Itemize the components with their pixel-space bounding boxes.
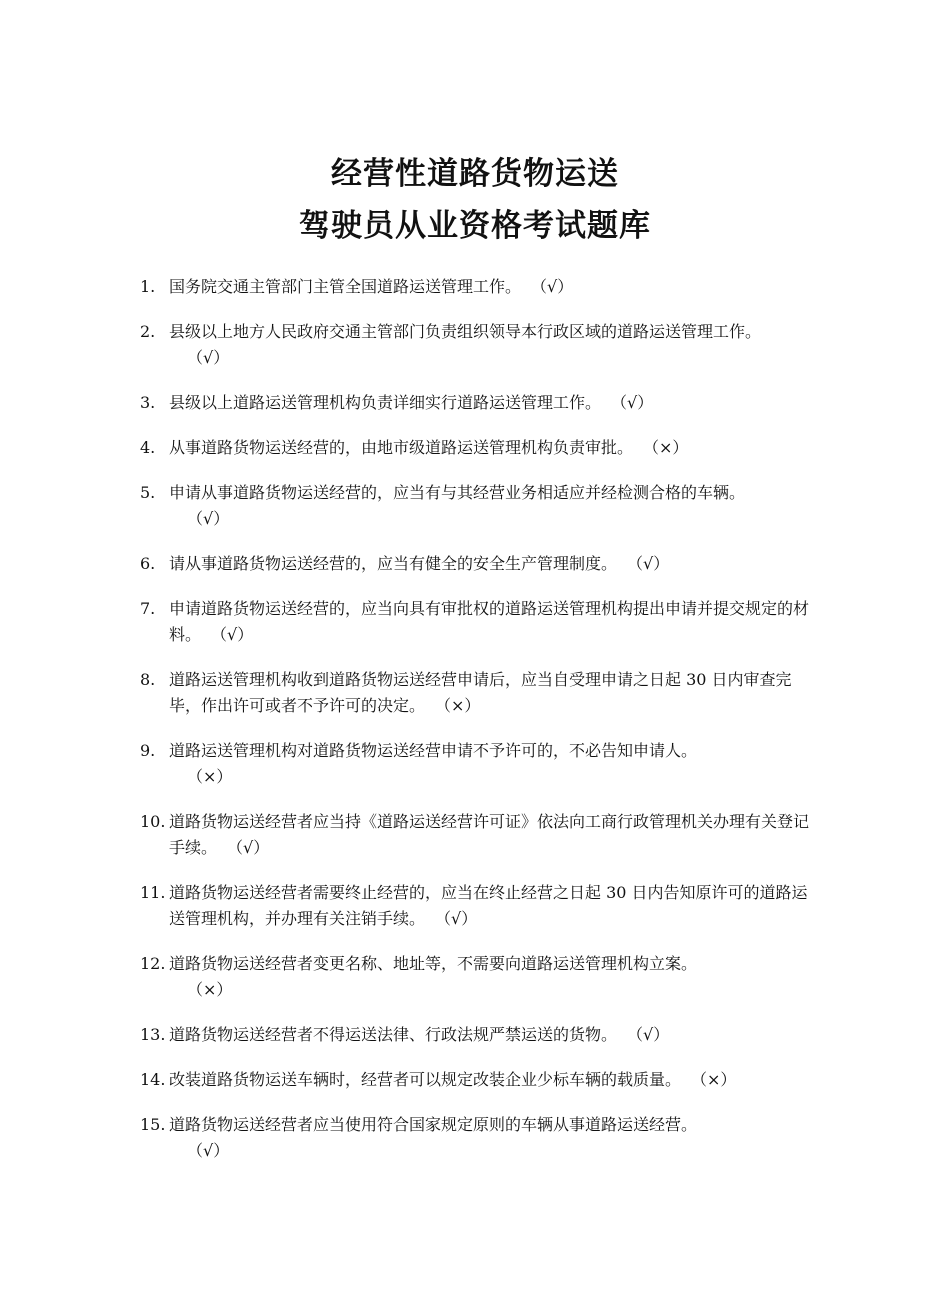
question-answer: （×） [187, 980, 233, 999]
question-item [140, 390, 820, 416]
question-item [140, 1022, 820, 1048]
question-answer: （√） [635, 1025, 670, 1044]
question-number: 3. [140, 393, 156, 412]
title-block [0, 148, 950, 252]
question-number: 12. [140, 954, 166, 973]
question-item [140, 596, 820, 648]
question-body [169, 319, 820, 371]
question-number: 15. [140, 1115, 166, 1134]
question-list [140, 274, 820, 1183]
question-answer: （√） [187, 509, 230, 528]
question-answer: （×） [699, 1070, 737, 1089]
question-text: 申请从事道路货物运送经营的，应当有与其经营业务相适应并经检测合格的车辆。 [169, 483, 746, 502]
question-text: 从事道路货物运送经营的，由地市级道路运送管理机构负责审批。 [169, 438, 634, 457]
question-body [169, 274, 820, 300]
question-item [140, 1067, 820, 1093]
question-answer: （√） [539, 277, 574, 296]
question-body [169, 480, 820, 532]
question-body [169, 809, 820, 861]
question-body [169, 1022, 820, 1048]
question-text: 县级以上地方人民政府交通主管部门负责组织领导本行政区域的道路运送管理工作。 [169, 322, 762, 341]
question-body [169, 390, 820, 416]
question-answer: （√） [187, 348, 230, 367]
question-answer: （√） [635, 554, 670, 573]
question-number: 6. [140, 554, 156, 573]
question-body [169, 738, 820, 790]
question-text: 道路货物运送经营者需要终止经营的，应当在终止经营之日起 30 日内告知原许可的道路运送管理机构，并办理有关注销手续。 [169, 883, 808, 928]
question-text: 道路货物运送经营者变更名称、地址等，不需要向道路运送管理机构立案。 [169, 954, 698, 973]
question-number: 14. [140, 1070, 166, 1089]
question-item [140, 319, 820, 371]
question-body [169, 435, 820, 461]
question-text: 道路运送管理机构对道路货物运送经营申请不予许可的，不必告知申请人。 [169, 741, 698, 760]
question-body [169, 667, 820, 719]
question-answer: （×） [187, 767, 233, 786]
question-body [169, 951, 820, 1003]
question-number: 4. [140, 438, 156, 457]
question-number: 1. [140, 277, 156, 296]
question-item [140, 274, 820, 300]
question-text: 国务院交通主管部门主管全国道路运送管理工作。 [169, 277, 522, 296]
question-answer: （×） [443, 696, 481, 715]
question-answer: （√） [619, 393, 654, 412]
question-answer: （√） [187, 1141, 230, 1160]
question-number: 7. [140, 599, 156, 618]
question-text: 道路运送管理机构收到道路货物运送经营申请后，应当自受理申请之日起 30 日内审查完毕，作出许可或者不予许可的决定。 [169, 670, 792, 715]
question-number: 11. [140, 883, 166, 902]
question-body [169, 1112, 820, 1164]
question-answer: （√） [443, 909, 478, 928]
question-body [169, 880, 820, 932]
question-answer: （√） [235, 838, 270, 857]
question-answer: （√） [219, 625, 254, 644]
question-item [140, 480, 820, 532]
question-body [169, 596, 820, 648]
question-number: 9. [140, 741, 156, 760]
question-body [169, 1067, 820, 1093]
question-item [140, 951, 820, 1003]
question-text: 申请道路货物运送经营的，应当向具有审批权的道路运送管理机构提出申请并提交规定的材料。 [169, 599, 810, 644]
question-text: 县级以上道路运送管理机构负责详细实行道路运送管理工作。 [169, 393, 602, 412]
question-number: 13. [140, 1025, 166, 1044]
question-item [140, 1112, 820, 1164]
question-text: 请从事道路货物运送经营的，应当有健全的安全生产管理制度。 [169, 554, 618, 573]
question-answer: （×） [651, 438, 689, 457]
question-text: 改装道路货物运送车辆时，经营者可以规定改装企业少标车辆的载质量。 [169, 1070, 682, 1089]
question-item [140, 880, 820, 932]
question-item [140, 809, 820, 861]
question-item [140, 435, 820, 461]
question-number: 2. [140, 322, 156, 341]
question-number: 10. [140, 812, 166, 831]
question-item [140, 667, 820, 719]
document-title-line-1: 经营性道路货物运送 [331, 156, 619, 192]
question-text: 道路货物运送经营者应当使用符合国家规定原则的车辆从事道路运送经营。 [169, 1115, 698, 1134]
question-item [140, 551, 820, 577]
question-text: 道路货物运送经营者应当持《道路运送经营许可证》依法向工商行政管理机关办理有关登记手续。 [169, 812, 810, 857]
question-body [169, 551, 820, 577]
question-item [140, 738, 820, 790]
question-text: 道路货物运送经营者不得运送法律、行政法规严禁运送的货物。 [169, 1025, 618, 1044]
question-number: 8. [140, 670, 156, 689]
question-number: 5. [140, 483, 156, 502]
document-title-line-2: 驾驶员从业资格考试题库 [299, 208, 651, 244]
